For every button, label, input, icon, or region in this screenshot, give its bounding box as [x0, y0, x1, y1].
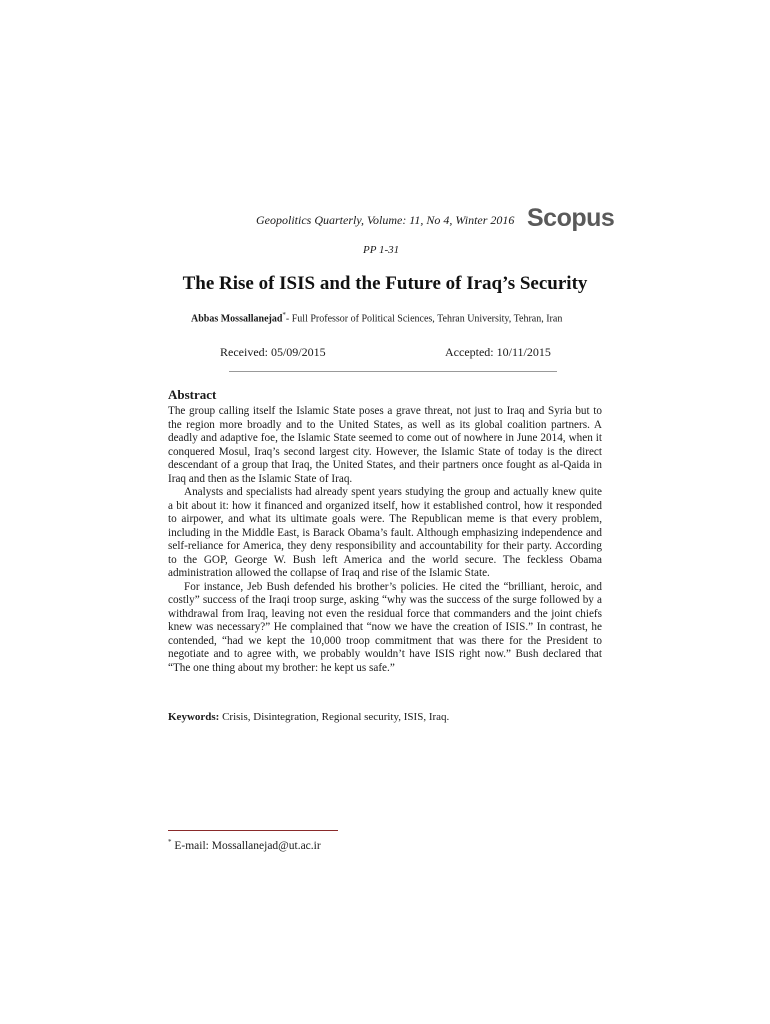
- abstract-heading: Abstract: [168, 387, 217, 402]
- keywords-text: Crisis, Disintegration, Regional security, ISIS, Iraq.: [219, 711, 450, 723]
- abstract-body: [168, 405, 602, 675]
- page-range: PP 1-31: [363, 244, 400, 256]
- header-divider: [229, 371, 557, 372]
- author-line: [191, 311, 562, 324]
- accepted-date: Accepted: 10/11/2015: [445, 345, 551, 359]
- author-marker: *: [282, 311, 286, 319]
- journal-line: Geopolitics Quarterly, Volume: 11, No 4, Winter 2016: [256, 213, 515, 227]
- footnote-email: E-mail: Mossallanejad@ut.ac.ir: [171, 839, 321, 852]
- footnote: [168, 838, 321, 852]
- abstract-paragraph-3: For instance, Jeb Bush defended his brother’s policies. He cited the “brilliant, heroic, and costly” success of the Iraqi troop surge, asking “why was the success of the surge followed by a withdrawal from Iraq, leaving not even the residual force that commanders and the joint chiefs knew was necessary?” He complained that “now we have the creation of ISIS.” In contrast, he contended, “had we kept the 10,000 troop commitment that was there for the President to negotiate and to agree with, we probably wouldn’t have ISIS right now.” Bush declared that “The one thing about my brother: he kept us safe.”: [168, 580, 602, 674]
- keywords-label: Keywords:: [168, 711, 220, 723]
- footnote-marker: *: [168, 838, 172, 846]
- article-title: The Rise of ISIS and the Future of Iraq’s Security: [182, 273, 588, 294]
- scopus-logo: Scopus: [527, 204, 615, 232]
- author-name: Abbas Mossallanejad: [191, 313, 283, 325]
- footnote-divider: [168, 830, 338, 831]
- received-date: Received: 05/09/2015: [220, 345, 326, 359]
- abstract-paragraph-2: Analysts and specialists had already spent years studying the group and actually knew quite a bit about it: how it financed and organized itself, how it established control, how it responded to airpower, and what its ultimate goals were. The Republican meme is that every problem, including in the Middle East, is Barack Obama’s fault. Although emphasizing independence and self-reliance for America, they deny responsibility and accountability for their party. According to the GOP, George W. Bush left America and the world secure. The feckless Obama administration allowed the collapse of Iraq and rise of the Islamic State.: [168, 486, 602, 579]
- keywords-line: [168, 711, 602, 723]
- abstract-paragraph-1: The group calling itself the Islamic State poses a grave threat, not just to Iraq and Syria but to the region more broadly and to the United States, as well as its global coalition partners. A deadly and adaptive foe, the Islamic State seemed to come out of nowhere in June 2014, when it conquered Mosul, Iraq’s second largest city. However, the Islamic State of today is the direct descendant of a group that Iraq, the United States, and their partners once fought as al-Qaida in Iraq and then as the Islamic State of Iraq.: [168, 405, 602, 485]
- author-affiliation: - Full Professor of Political Sciences, Tehran University, Tehran, Iran: [285, 313, 563, 325]
